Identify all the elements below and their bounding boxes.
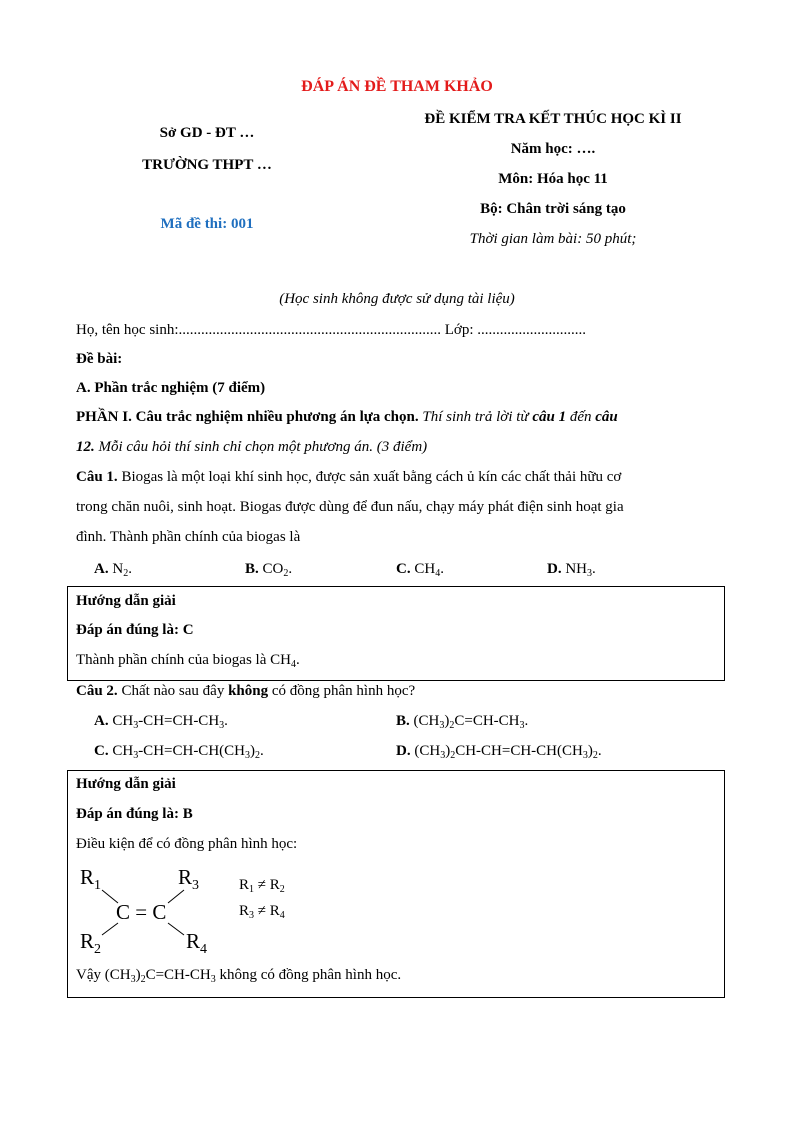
- q2-option-b-label: B.: [396, 713, 410, 729]
- q2-text-a: Chất nào sau đây: [117, 683, 229, 699]
- q1-option-c[interactable]: [396, 561, 444, 578]
- geometric-isomer-structure: [80, 865, 240, 955]
- q2-conclusion-b: ): [135, 967, 141, 983]
- cond1-r1: R: [239, 877, 250, 893]
- subject: Môn: Hóa học 11: [498, 171, 608, 187]
- q2-conclusion: [76, 967, 401, 984]
- q1-text-line2: trong chăn nuôi, sinh hoạt. Biogas được dùng để đun nấu, chạy máy phát điện sinh hoạt gia: [76, 499, 624, 515]
- double-bond-core: C = C: [116, 900, 167, 924]
- q1-label: Câu 1.: [76, 469, 118, 485]
- r1-letter: R: [80, 865, 95, 889]
- cond2-r3-sub: 3: [249, 910, 255, 921]
- r4-sub: 4: [200, 942, 208, 957]
- part1-instr-b: câu 1: [532, 409, 567, 425]
- part1-instr-a: Thí sinh trả lời từ: [418, 409, 533, 425]
- q2-option-c[interactable]: C. $CH_3-CH=CH-CH(CH_3)_2$.: [94, 743, 264, 761]
- q2-option-a-label: A.: [94, 713, 109, 729]
- q1-option-d-end: .: [592, 561, 596, 577]
- q1-option-a-label: A.: [94, 561, 109, 577]
- student-name-field: Họ, tên học sinh:...................................................................... Lớp: .............................: [76, 322, 586, 338]
- q2-option-a[interactable]: A. $CH_3-CH=CH-CH_3$.: [94, 713, 228, 731]
- answer-key-title: [0, 78, 794, 96]
- school-label: TRƯỜNG THPT …: [142, 157, 272, 173]
- book-set: Bộ: Chân trời sáng tạo: [480, 201, 626, 217]
- q2-text-c: có đồng phân hình học?: [268, 683, 416, 699]
- bond-r4: [168, 923, 184, 935]
- part1-instr-e: 12.: [76, 439, 95, 455]
- exam-title: ĐỀ KIỂM TRA KẾT THÚC HỌC KÌ II: [424, 111, 682, 127]
- q1-option-c-text: CH: [410, 561, 436, 577]
- part1-instructions-line2: [76, 439, 718, 456]
- q1-option-d-label: D.: [547, 561, 562, 577]
- r2-sub: 2: [94, 942, 102, 957]
- q2-label: Câu 2.: [76, 683, 118, 699]
- answer-key-title-text: ĐÁP ÁN ĐỀ THAM KHẢO: [301, 78, 493, 95]
- q1-option-d-text: NH: [561, 561, 588, 577]
- duration: Thời gian làm bài: 50 phút;: [469, 231, 637, 247]
- part1-heading: PHẦN I. Câu trắc nghiệm nhiều phương án lựa chọn.: [76, 409, 419, 425]
- q1-option-d-sub: 3: [587, 568, 593, 579]
- substituent-r3: [178, 865, 200, 893]
- q1-explanation-text: Thành phần chính của biogas là CH: [76, 652, 291, 668]
- q1-solution-box: [67, 586, 725, 681]
- q2-solution-box: [67, 770, 725, 998]
- substituent-r1: [80, 865, 102, 893]
- q2-correct-answer: Đáp án đúng là: B: [76, 806, 193, 822]
- q1-option-d[interactable]: [547, 561, 596, 578]
- q1-option-b-sub: 2: [283, 568, 289, 579]
- q1-option-b-text: CO: [258, 561, 284, 577]
- q1-option-c-label: C.: [396, 561, 411, 577]
- bond-r3: [168, 890, 184, 903]
- cond1-r1-sub: 1: [249, 884, 255, 895]
- exam-note: (Học sinh không được sử dụng tài liệu): [279, 291, 515, 307]
- part1-instr-f: Mỗi câu hỏi thí sinh chỉ chọn một phương án. (3 điểm): [94, 439, 428, 455]
- q2-conclusion-c: C=CH-CH: [145, 967, 211, 983]
- school-year: Năm học: ….: [510, 141, 596, 157]
- r3-letter: R: [178, 865, 193, 889]
- q1-guide-heading: Hướng dẫn giải: [76, 593, 176, 609]
- cond1-neq: ≠: [254, 877, 270, 893]
- q1-text-line1: [76, 469, 718, 486]
- q1-option-a-text: N: [108, 561, 124, 577]
- q1-option-b-end: .: [288, 561, 293, 577]
- r1-sub: 1: [94, 878, 102, 893]
- q2-option-b[interactable]: B. $(CH_3)_2C=CH-CH_3$.: [396, 713, 529, 731]
- part-a-heading: A. Phần trắc nghiệm (7 điểm): [76, 380, 266, 396]
- cond2-r3: R: [239, 903, 250, 919]
- q1-text-line3: đình. Thành phần chính của biogas là: [76, 529, 301, 545]
- cond1-r2-sub: 2: [279, 884, 285, 895]
- r4-letter: R: [186, 929, 201, 953]
- department-label: Sở GD - ĐT …: [159, 125, 255, 141]
- q1-correct-answer: Đáp án đúng là: C: [76, 622, 194, 638]
- cond1-r2: R: [269, 877, 280, 893]
- q1-option-a-sub: 2: [123, 568, 129, 579]
- q2-option-d-label: D.: [396, 743, 411, 759]
- q1-explanation-sub: 4: [290, 659, 296, 670]
- q1-option-a[interactable]: [94, 561, 132, 578]
- q2-option-d[interactable]: D. $(CH_3)_2CH-CH=CH-CH(CH_3)_2$.: [396, 743, 602, 761]
- section-de-bai: Đề bài:: [76, 351, 123, 367]
- r2-letter: R: [80, 929, 95, 953]
- q1-explanation-end: .: [295, 652, 300, 668]
- q1-text-a: Biogas là một loại khí sinh học, được sản xuất bằng cách ủ kín các chất thải hữu cơ: [117, 469, 622, 485]
- part1-instr-d: câu: [595, 409, 618, 425]
- q2-text: [76, 683, 718, 700]
- q2-guide-heading: Hướng dẫn giải: [76, 776, 176, 792]
- cond2-r4-sub: 4: [279, 910, 285, 921]
- q2-conclusion-d: không có đồng phân hình học.: [215, 967, 402, 983]
- q2-condition: Điều kiện để có đồng phân hình học:: [76, 836, 298, 852]
- condition-r3-r4: [239, 903, 285, 920]
- q2-conclusion-sub3: 3: [210, 974, 216, 985]
- q1-option-b-label: B.: [245, 561, 259, 577]
- q2-option-c-label: C.: [94, 743, 109, 759]
- substituent-r4: [186, 929, 208, 957]
- part1-instr-c: đến: [566, 409, 596, 425]
- condition-r1-r2: [239, 877, 285, 894]
- q1-explanation: [76, 652, 300, 669]
- q2-text-b: không: [228, 683, 269, 699]
- cond2-neq: ≠: [254, 903, 270, 919]
- cond2-r4: R: [269, 903, 280, 919]
- q2-conclusion-sub1: 3: [130, 974, 136, 985]
- exam-code: Mã đề thi: 001: [160, 216, 254, 232]
- q2-conclusion-sub2: 2: [140, 974, 146, 985]
- q1-option-c-end: .: [440, 561, 444, 577]
- q1-option-a-end: .: [128, 561, 132, 577]
- part1-instructions-line1: [76, 409, 718, 426]
- q1-option-c-sub: 4: [435, 568, 441, 579]
- substituent-r2: [80, 929, 102, 957]
- q2-conclusion-a: Vậy (CH: [76, 967, 131, 983]
- r3-sub: 3: [192, 878, 200, 893]
- q1-option-b[interactable]: [245, 561, 292, 578]
